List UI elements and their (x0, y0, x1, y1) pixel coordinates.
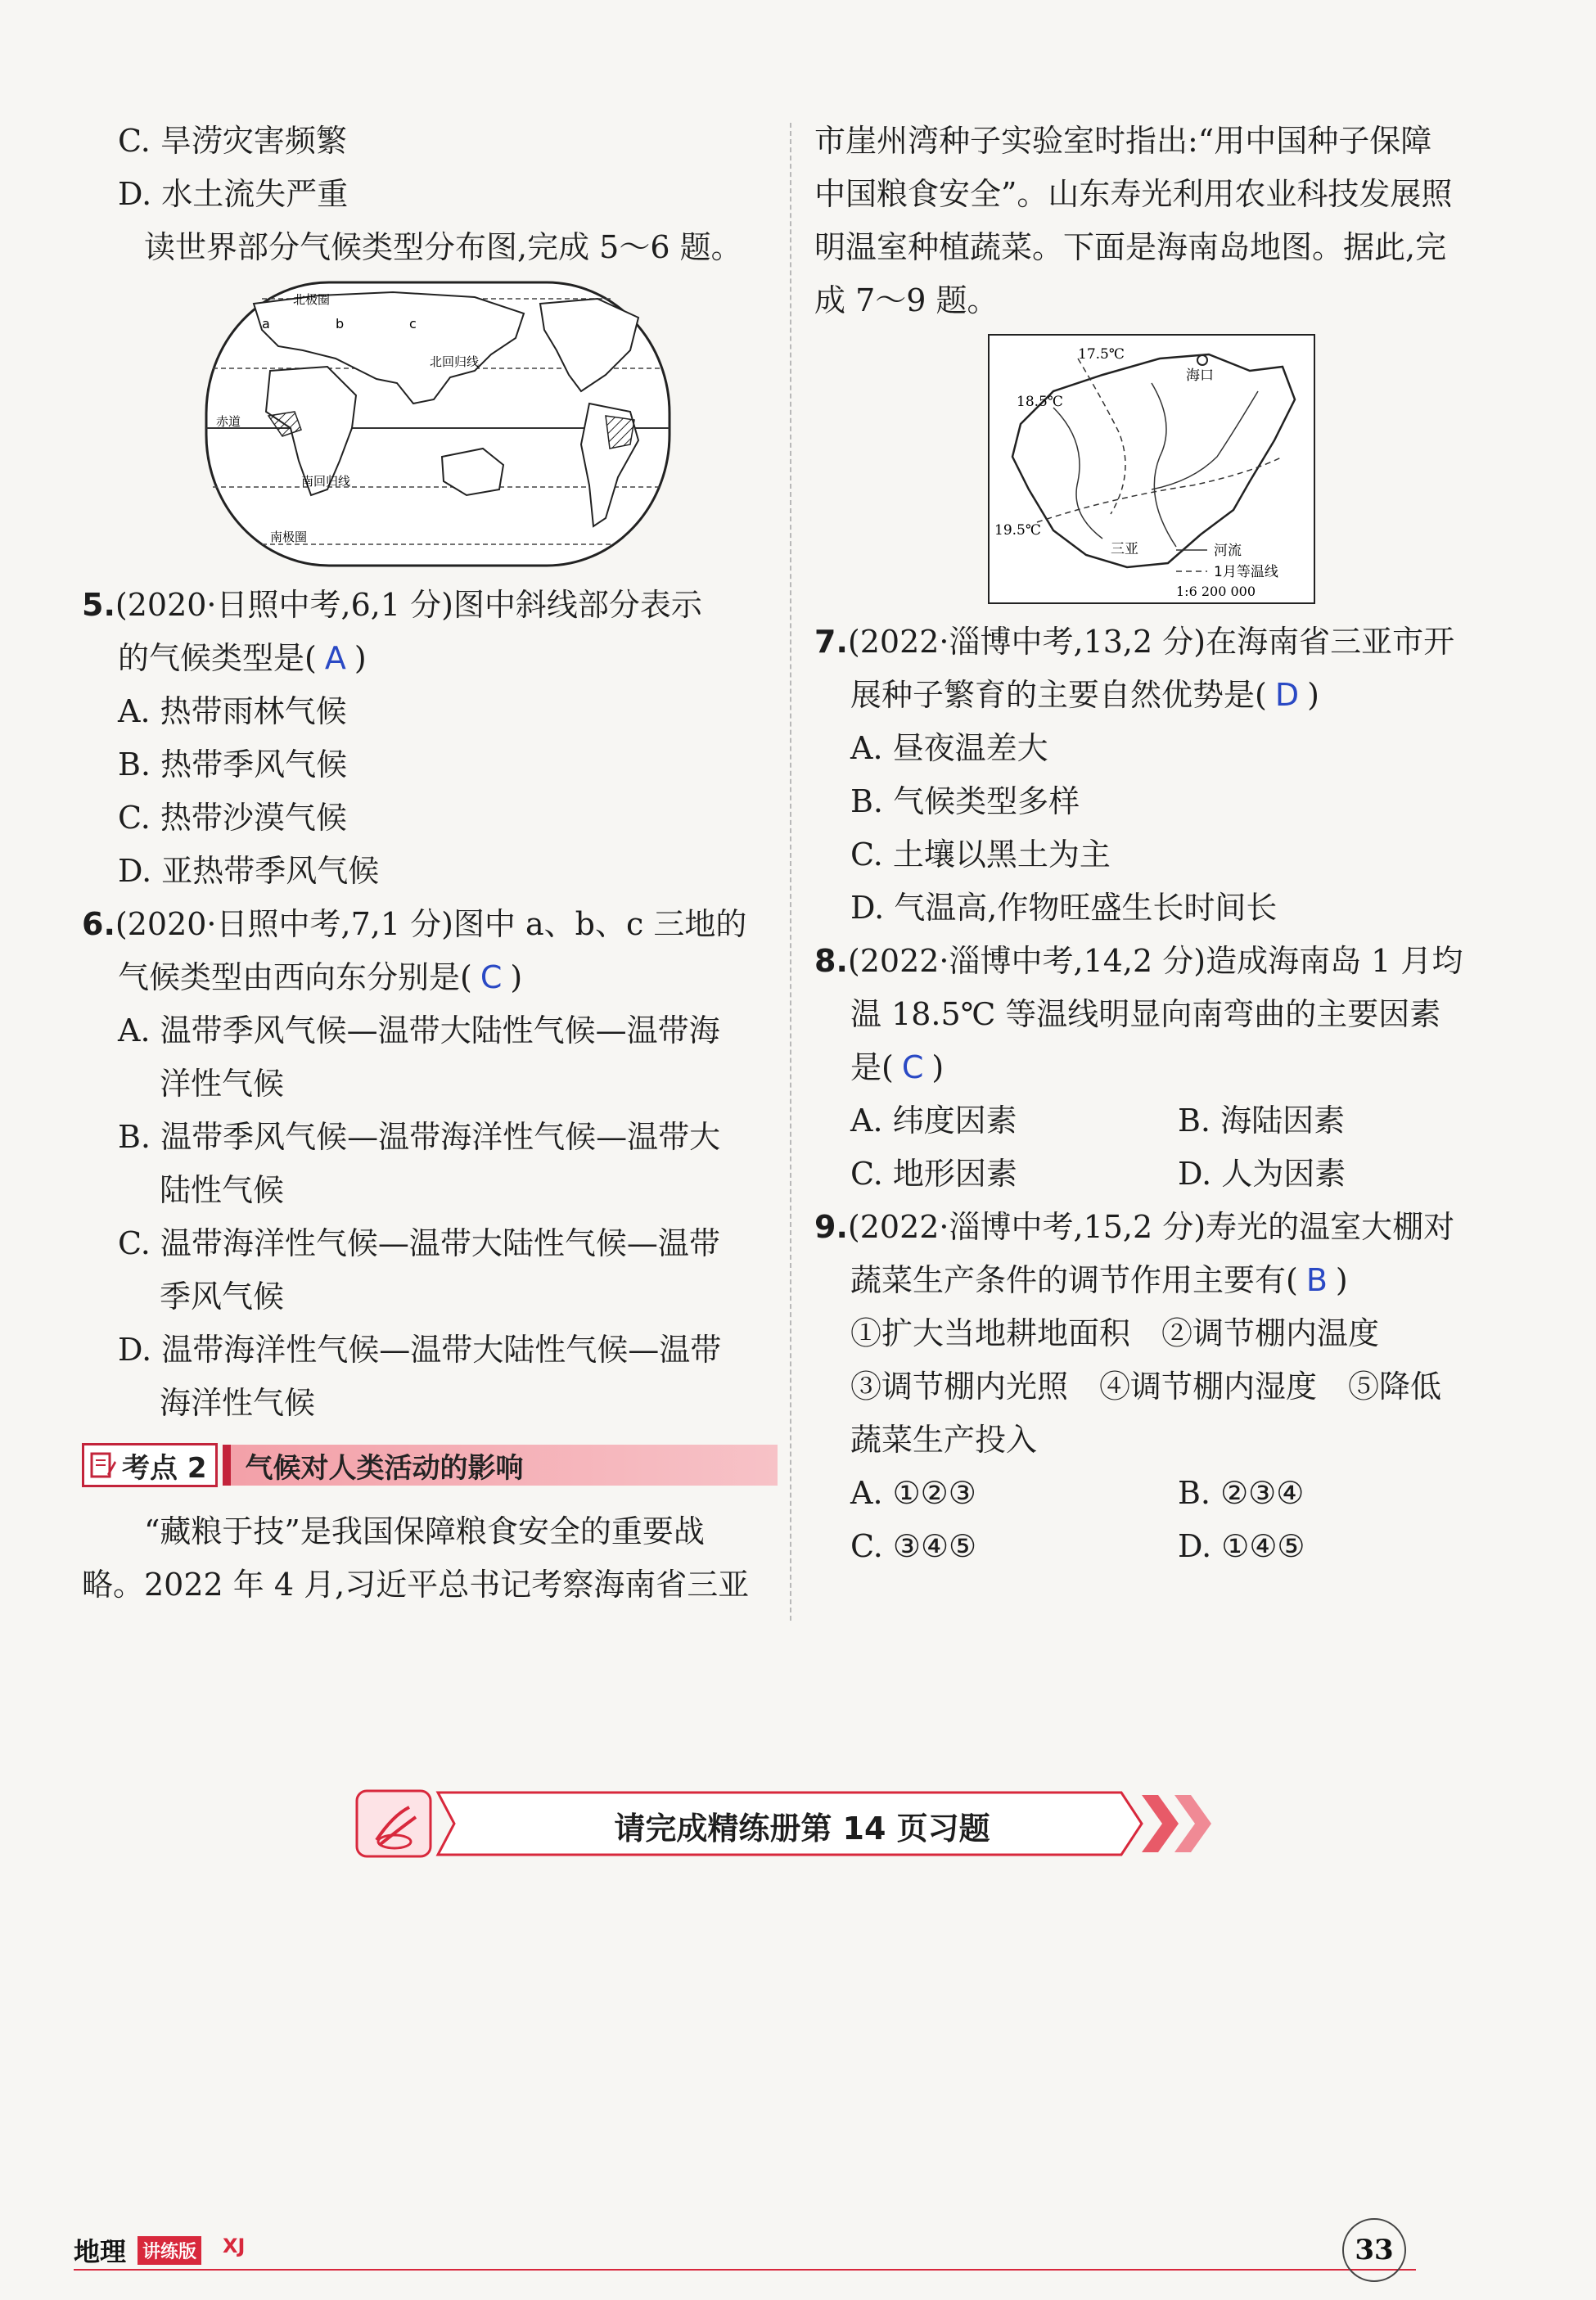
q8-option-b: B. 海陆因素 (1178, 1103, 1346, 1139)
q6-answer: C (480, 959, 503, 995)
q8-stem-line3 (814, 1041, 1506, 1094)
label-north-polar: 北极圈 (293, 292, 331, 307)
q9-option-b: B. ②③④ (1178, 1475, 1305, 1511)
q5-option-d: D. 亚热带季风气候 (118, 853, 380, 889)
kaodian-tag (82, 1443, 218, 1487)
footer-badge: 讲练版 (138, 2236, 201, 2265)
kaodian-tag-text: 考点 2 (122, 1451, 207, 1485)
q6-option-d-line2: 海洋性气候 (160, 1385, 316, 1421)
world-map-svg (205, 281, 671, 567)
label-tropic-cancer: 北回归线 (430, 354, 480, 369)
hainan-map (988, 334, 1506, 607)
q7-option-c: C. 土壤以黑土为主 (850, 837, 1111, 873)
footer-rule (74, 2269, 1416, 2271)
notebook-pen-icon (89, 1451, 117, 1479)
label-haikou: 海口 (1186, 368, 1214, 384)
q7-stem-line1 (814, 616, 1506, 669)
q8-option-a: A. 纬度因素 (850, 1103, 1017, 1139)
q7-stem-text2: 展种子繁育的主要自然优势是( (850, 677, 1267, 713)
q8-option-c: C. 地形因素 (850, 1156, 1017, 1192)
banner-text: 请完成精练册第 14 页习题 (614, 1811, 990, 1847)
q6-close: ) (510, 959, 523, 995)
q6-option-a-line1: A. 温带季风气候—温带大陆性气候—温带海 (118, 1012, 720, 1049)
q9-options-row2 (814, 1520, 1506, 1573)
q8-options-row2 (814, 1148, 1506, 1201)
q9-close: ) (1335, 1262, 1348, 1298)
kaodian-header (82, 1441, 778, 1489)
q5-stem-text1: (2020·日照中考,6,1 分)图中斜线部分表示 (115, 587, 702, 623)
q6-stem-text1: (2020·日照中考,7,1 分)图中 a、b、c 三地的 (115, 906, 747, 942)
label-south-polar: 南极圈 (270, 530, 308, 544)
q8-stem-text1: (2022·淄博中考,14,2 分)造成海南岛 1 月均 (847, 943, 1463, 979)
q9-items-line2: ③调节棚内光照 ④调节棚内湿度 ⑤降低 (850, 1369, 1442, 1405)
footer-edition: XJ (223, 2235, 246, 2257)
passage-line1: “藏粮于技”是我国保障粮食安全的重要战 (144, 1513, 705, 1549)
intro-5-6: 读世界部分气候类型分布图,完成 5～6 题。 (144, 229, 742, 265)
q7-option-b: B. 气候类型多样 (850, 783, 1080, 819)
passage-cont-line2: 中国粮食安全”。山东寿光利用农业科技发展照 (814, 176, 1453, 212)
label-185: 18.5℃ (1017, 394, 1063, 410)
q6-stem-line1 (82, 898, 778, 951)
q7-stem-text1: (2022·淄博中考,13,2 分)在海南省三亚市开 (847, 624, 1455, 660)
q5-close: ) (354, 640, 367, 676)
q5-stem-line1 (82, 579, 778, 632)
q6-stem-text2: 气候类型由西向东分别是( (118, 959, 472, 995)
q8-answer: C (901, 1049, 924, 1085)
label-b: b (336, 316, 345, 331)
q8-stem-text3: 是( (850, 1049, 894, 1085)
left-column (82, 115, 778, 1612)
q6-option-c-line2: 季风气候 (160, 1279, 285, 1315)
q7-option-a: A. 昼夜温差大 (850, 730, 1048, 766)
q7-answer: D (1274, 677, 1300, 713)
q6-option-b-line1: B. 温带季风气候—温带海洋性气候—温带大 (118, 1119, 721, 1155)
chevron-right-icon-2 (1174, 1795, 1211, 1852)
q6-stem-line2 (82, 951, 778, 1004)
q5-stem-text2: 的气候类型是( (118, 640, 317, 676)
q9-stem-line2 (814, 1254, 1506, 1307)
hainan-map-svg (988, 334, 1315, 604)
chevron-right-icon (1142, 1795, 1179, 1852)
footer-subject: 地理 (74, 2236, 127, 2267)
label-sanya: 三亚 (1111, 541, 1138, 557)
q6-option-a-line2: 洋性气候 (160, 1066, 285, 1102)
legend-iso-label: 1月等温线 (1214, 564, 1278, 580)
q8-options-row1 (814, 1094, 1506, 1148)
q9-stem-text1: (2022·淄博中考,15,2 分)寿光的温室大棚对 (847, 1209, 1455, 1245)
q9-answer: B (1305, 1262, 1328, 1298)
q5-option-a: A. 热带雨林气候 (118, 693, 347, 729)
q8-stem-line2: 温 18.5℃ 等温线明显向南弯曲的主要因素 (850, 996, 1441, 1032)
q9-number: 9. (814, 1209, 848, 1245)
q6-option-c-line1: C. 温带海洋性气候—温带大陆性气候—温带 (118, 1225, 720, 1261)
passage-cont-line4: 成 7～9 题。 (814, 282, 999, 318)
q7-close: ) (1307, 677, 1319, 713)
q6-number: 6. (82, 906, 115, 942)
practice-banner (352, 1783, 1236, 1865)
q6-option-d-line1: D. 温带海洋性气候—温带大陆性气候—温带 (118, 1332, 722, 1368)
legend-river-label: 河流 (1214, 543, 1242, 559)
scale-label: 1:6 200 000 (1176, 584, 1256, 599)
q7-number: 7. (814, 624, 848, 660)
kaodian-title: 气候对人类活动的影响 (223, 1445, 778, 1486)
label-equator: 赤道 (216, 414, 241, 429)
page-footer (74, 2210, 1514, 2275)
q5-number: 5. (82, 587, 115, 623)
right-column (814, 115, 1506, 1573)
q7-stem-line2 (814, 669, 1506, 722)
label-195: 19.5℃ (994, 522, 1041, 539)
passage-cont-line3: 明温室种植蔬菜。下面是海南岛地图。据此,完 (814, 229, 1447, 265)
passage-cont-line1: 市崖州湾种子实验室时指出:“用中国种子保障 (814, 123, 1432, 159)
hatched-region-samerica (606, 416, 634, 449)
q6-option-b-line2: 陆性气候 (160, 1172, 285, 1208)
q4-option-c: C. 旱涝灾害频繁 (118, 123, 347, 159)
q5-option-b: B. 热带季风气候 (118, 746, 348, 782)
label-a: a (262, 316, 270, 331)
q9-items-line1: ①扩大当地耕地面积 ②调节棚内温度 (850, 1315, 1380, 1351)
q9-items-line3: 蔬菜生产投入 (850, 1422, 1038, 1458)
q5-option-c: C. 热带沙漠气候 (118, 800, 347, 836)
q8-number: 8. (814, 943, 848, 979)
q5-stem-line2 (82, 632, 778, 685)
page-number: 33 (1342, 2218, 1406, 2282)
label-c: c (409, 316, 417, 331)
passage-line2: 略。2022 年 4 月,习近平总书记考察海南省三亚 (82, 1567, 750, 1603)
q9-option-a: A. ①②③ (850, 1475, 976, 1511)
q9-stem-text2: 蔬菜生产条件的调节作用主要有( (850, 1262, 1298, 1298)
q9-options-row1 (814, 1467, 1506, 1520)
q9-option-c: C. ③④⑤ (850, 1528, 977, 1564)
label-175: 17.5℃ (1078, 346, 1125, 363)
q8-close: ) (931, 1049, 945, 1085)
banner-icon-box (357, 1791, 431, 1856)
world-climate-map (205, 281, 778, 570)
q9-option-d: D. ①④⑤ (1178, 1528, 1305, 1564)
q9-stem-line1 (814, 1201, 1506, 1254)
q5-answer: A (324, 640, 346, 676)
q8-option-d: D. 人为因素 (1178, 1156, 1346, 1192)
column-divider (790, 123, 791, 1621)
q7-option-d: D. 气温高,作物旺盛生长时间长 (850, 890, 1278, 926)
q8-stem-line1 (814, 935, 1506, 988)
q4-option-d: D. 水土流失严重 (118, 176, 349, 212)
label-tropic-capricorn: 南回归线 (301, 474, 351, 489)
